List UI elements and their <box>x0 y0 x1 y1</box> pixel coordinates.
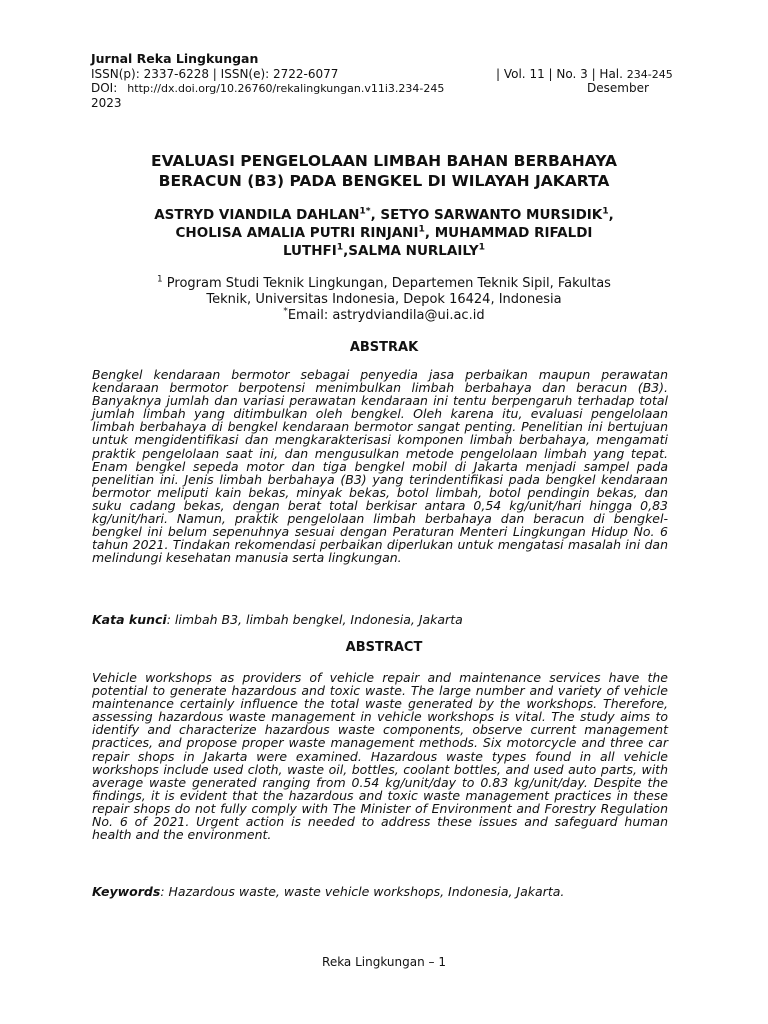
abstrak-line: bengkel mobil di Jakarta menjadi sampel pada penelitian ini. Jenis limbah berbahaya <box>92 458 668 487</box>
abstract-line: is evident that the hazardous and toxic waste management practices in these repair <box>92 787 668 816</box>
abstract-line: components, observe current management practices, and propose proper waste <box>92 722 668 751</box>
affiliation-mark: 1 <box>157 274 163 285</box>
journal-name: Jurnal Reka Lingkungan <box>91 51 259 66</box>
abstract-line: waste oil, bottles, coolant bottles, and used auto parts, with average waste <box>92 761 668 790</box>
abstract-line: workshops. Therefore, assessing hazardous waste management in vehicle <box>92 696 668 725</box>
doi-label: DOI: <box>91 81 118 95</box>
abstract-line: workshops is vital. The study aims to identify and characterize hazardous waste <box>92 709 668 738</box>
author-affil-mark: 1 <box>418 223 425 235</box>
keywords-text: : Hazardous waste, waste vehicle workshops, Indonesia, Jakarta. <box>160 884 565 899</box>
author-affil-mark: 1 <box>478 241 486 253</box>
author-affil-mark: 1 <box>336 241 344 253</box>
volume-issue: | Vol. 11 | No. 3 | Hal. <box>496 67 623 81</box>
abstract-heading: ABSTRACT <box>345 640 423 655</box>
abstrak-line: Banyaknya jumlah dan variasi perawatan kendaraan ini tentu berpengaruh terhadap <box>92 393 635 409</box>
publication-month: Desember <box>587 81 649 95</box>
author-affil-mark: 1* <box>359 205 371 217</box>
abstract-line: shops do not fully comply with The Minister of Environment and Forestry Regulation <box>133 800 668 816</box>
abstrak-line: praktik pengelolaan limbah berbahaya dan beracun di bengkel-bengkel ini belum <box>92 511 668 540</box>
abstrak-body <box>92 368 668 564</box>
title-line: EVALUASI PENGELOLAAN LIMBAH BAHAN BERBAHAYA <box>150 152 617 170</box>
abstract-body <box>92 671 668 841</box>
abstract-line: potential to generate hazardous and toxic waste. The large number and variety of <box>92 683 619 699</box>
author-line <box>92 206 676 224</box>
kata-kunci-label: Kata kunci <box>92 612 167 627</box>
affiliation-line: Teknik, Universitas Indonesia, Depok 16424, Indonesia <box>206 292 562 307</box>
doi-line <box>91 81 444 96</box>
author-name: , SETYO SARWANTO MURSIDIK <box>370 207 603 223</box>
abstrak-line: melindungi kesehatan manusia serta lingkungan. <box>92 550 402 566</box>
paper-title <box>92 151 676 191</box>
affiliation <box>150 276 618 324</box>
author-affil-mark: 1 <box>602 205 609 217</box>
title-line: BERACUN (B3) PADA BENGKEL DI WILAYAH JAKARTA <box>158 172 610 190</box>
abstrak-line: limbah berbahaya, mengamati praktik pengelolaan saat ini, dan mengusulkan <box>92 432 669 461</box>
volume-info <box>496 67 673 82</box>
publication-year: 2023 <box>91 96 122 110</box>
author-name: CHOLISA AMALIA PUTRI RINJANI <box>175 225 419 241</box>
abstrak-line: kendaraan bermotor berpotensi menimbulkan limbah berbahaya dan beracun (B3). <box>92 380 668 396</box>
abstrak-line: Bengkel kendaraan bermotor sebagai penyedia jasa perbaikan maupun perawatan <box>92 367 668 382</box>
author-separator: , <box>608 207 614 223</box>
abstrak-line: sepenuhnya sesuai dengan Peraturan Menteri Lingkungan Hidup No. 6 tahun 2021. <box>92 524 668 553</box>
abstrak-heading: ABSTRAK <box>349 340 419 355</box>
keywords <box>92 884 672 899</box>
author-name: , MUHAMMAD RIFALDI <box>424 225 593 241</box>
author-name: ,SALMA NURLAILY <box>343 243 479 259</box>
abstrak-line: total jumlah limbah yang ditimbulkan oleh bengkel. Oleh karena itu, evaluasi <box>92 393 668 422</box>
abstrak-line: pengelolaan limbah berbahaya di bengkel kendaraan bermotor sangat penting. <box>92 406 668 435</box>
abstract-line: examined. Hazardous waste types found in all vehicle workshops include used cloth, <box>92 748 668 777</box>
page-footer: Reka Lingkungan – 1 <box>322 955 446 969</box>
abstract-line: vehicle maintenance certainly influence the total waste generated by the <box>92 683 668 712</box>
author-name: ASTRYD VIANDILA DAHLAN <box>154 207 360 223</box>
author-line <box>92 242 676 260</box>
abstrak-line: Penelitian ini bertujuan untuk mengidentifikasi dan mengkarakterisasi komponen <box>92 419 668 448</box>
author-line <box>92 224 676 242</box>
email-line <box>150 308 618 324</box>
abstract-line: Vehicle workshops as providers of vehicle repair and maintenance services have the <box>92 670 668 685</box>
issn-info: ISSN(p): 2337-6228 | ISSN(e): 2722-6077 <box>91 67 339 81</box>
kata-kunci-text: : limbah B3, limbah bengkel, Indonesia, Jakarta <box>166 612 463 627</box>
author-email[interactable]: Email: astrydviandila@ui.ac.id <box>287 308 485 323</box>
abstract-line: human health and the environment. <box>92 814 668 843</box>
abstrak-line: metode pengelolaan limbah yang tepat. Enam bengkel sepeda motor dan tiga <box>92 445 668 474</box>
page-range: 234-245 <box>626 68 673 81</box>
doi-link[interactable]: http://dx.doi.org/10.26760/rekalingkungan.v11i3.234-245 <box>127 82 445 95</box>
affiliation-line <box>150 276 618 292</box>
abstract-line: No. 6 of 2021. Urgent action is needed to address these issues and safeguard <box>92 814 618 830</box>
affiliation-text: Program Studi Teknik Lingkungan, Departemen Teknik Sipil, Fakultas <box>162 276 611 291</box>
author-name: LUTHFI <box>282 243 337 259</box>
abstrak-line: berat total berkisar antara 0,54 kg/unit/hari hingga 0,83 kg/unit/hari. Namun, <box>92 497 668 527</box>
author-list <box>92 206 676 260</box>
abstrak-line: Tindakan rekomendasi perbaikan diperlukan untuk mengatasi masalah ini dan <box>172 537 668 553</box>
corresponding-mark: * <box>283 306 288 317</box>
kata-kunci <box>92 612 672 627</box>
abstract-line: management methods. Six motorcycle and three car repair shops in Jakarta were <box>92 735 668 764</box>
abstrak-line: minyak bekas, botol limbah, botol pendingin bekas, dan suku cadang bekas, dengan <box>92 484 668 513</box>
abstract-line: generated ranging from 0.54 kg/unit/day to 0.83 kg/unit/day. Despite the findings, it <box>92 774 668 803</box>
abstrak-line: (B3) yang terindentifikasi pada bengkel kendaraan bermotor meliputi kain bekas, <box>92 471 668 500</box>
keywords-label: Keywords <box>92 884 161 899</box>
